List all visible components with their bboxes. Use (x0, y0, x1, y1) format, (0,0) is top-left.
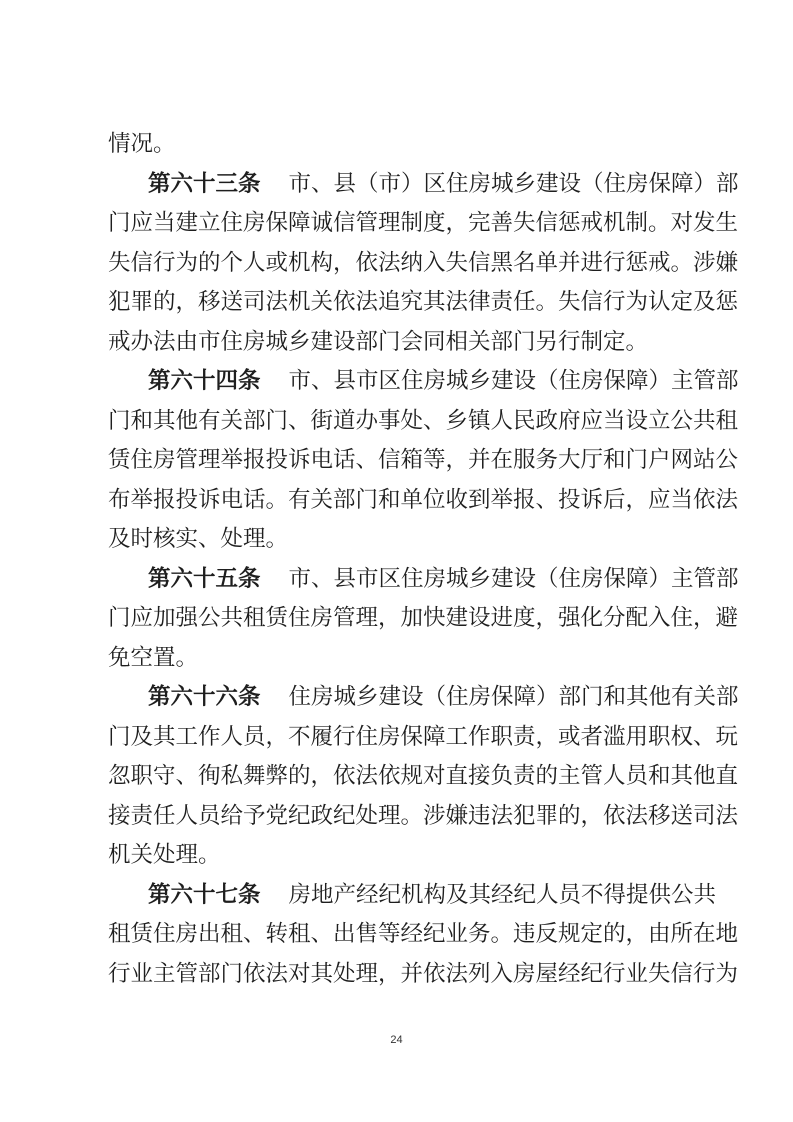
article-text: 市、县（市）区住房城乡建设（住房保障）部 (288, 170, 739, 197)
article-line: 机关处理。 (108, 842, 221, 868)
article-line: 失信行为的个人或机构，依法纳入失信黑名单并进行惩戒。涉嫌 (108, 249, 739, 276)
article-line: 忽职守、徇私舞弊的，依法依规对直接负责的主管人员和其他直 (108, 763, 739, 789)
article-66 (108, 678, 739, 876)
continuation-line: 情况。 (108, 131, 176, 157)
article-first-line (108, 560, 739, 600)
article-line: 行业主管部门依法对其处理，并依法列入房屋经纪行业失信行为 (108, 960, 739, 987)
article-first-line (108, 362, 739, 402)
article-line: 及时核实、处理。 (108, 526, 289, 552)
article-line: 门及其工作人员，不履行住房保障工作职责，或者滥用职权、玩 (108, 723, 739, 750)
article-number: 第六十三条 (148, 170, 261, 197)
article-line: 接责任人员给予党纪政纪处理。涉嫌违法犯罪的，依法移送司法 (108, 802, 739, 829)
article-first-line (108, 876, 717, 916)
article-number: 第六十六条 (148, 684, 261, 710)
article-67 (108, 876, 739, 995)
article-first-line (108, 165, 739, 205)
article-63 (108, 165, 739, 363)
article-line: 赁住房管理举报投诉电话、信箱等，并在服务大厅和门户网站公 (108, 447, 739, 473)
article-text: 房地产经纪机构及其经纪人员不得提供公共 (288, 881, 717, 908)
article-number: 第六十五条 (148, 565, 261, 592)
document-body (108, 125, 739, 994)
article-65 (108, 560, 739, 679)
article-text: 市、县市区住房城乡建设（住房保障）主管部 (288, 565, 739, 592)
article-number: 第六十七条 (148, 881, 261, 908)
article-64 (108, 362, 739, 560)
article-line: 门应加强公共租赁住房管理，加快建设进度，强化分配入住，避 (108, 605, 739, 631)
article-number: 第六十四条 (148, 368, 261, 394)
article-text: 市、县市区住房城乡建设（住房保障）主管部 (288, 368, 739, 394)
article-line: 犯罪的，移送司法机关依法追究其法律责任。失信行为认定及惩 (108, 289, 739, 315)
article-text: 住房城乡建设（住房保障）部门和其他有关部 (288, 684, 739, 710)
article-line: 门和其他有关部门、街道办事处、乡镇人民政府应当设立公共租 (108, 407, 739, 434)
page-number: 24 (390, 1034, 403, 1046)
article-first-line (108, 678, 739, 718)
article-line: 门应当建立住房保障诚信管理制度，完善失信惩戒机制。对发生 (108, 210, 739, 236)
article-line: 租赁住房出租、转租、出售等经纪业务。违反规定的，由所在地 (108, 921, 739, 947)
article-line: 免空置。 (108, 644, 199, 671)
article-line: 戒办法由市住房城乡建设部门会同相关部门另行制定。 (108, 328, 649, 355)
article-line: 布举报投诉电话。有关部门和单位收到举报、投诉后，应当依法 (108, 486, 739, 513)
